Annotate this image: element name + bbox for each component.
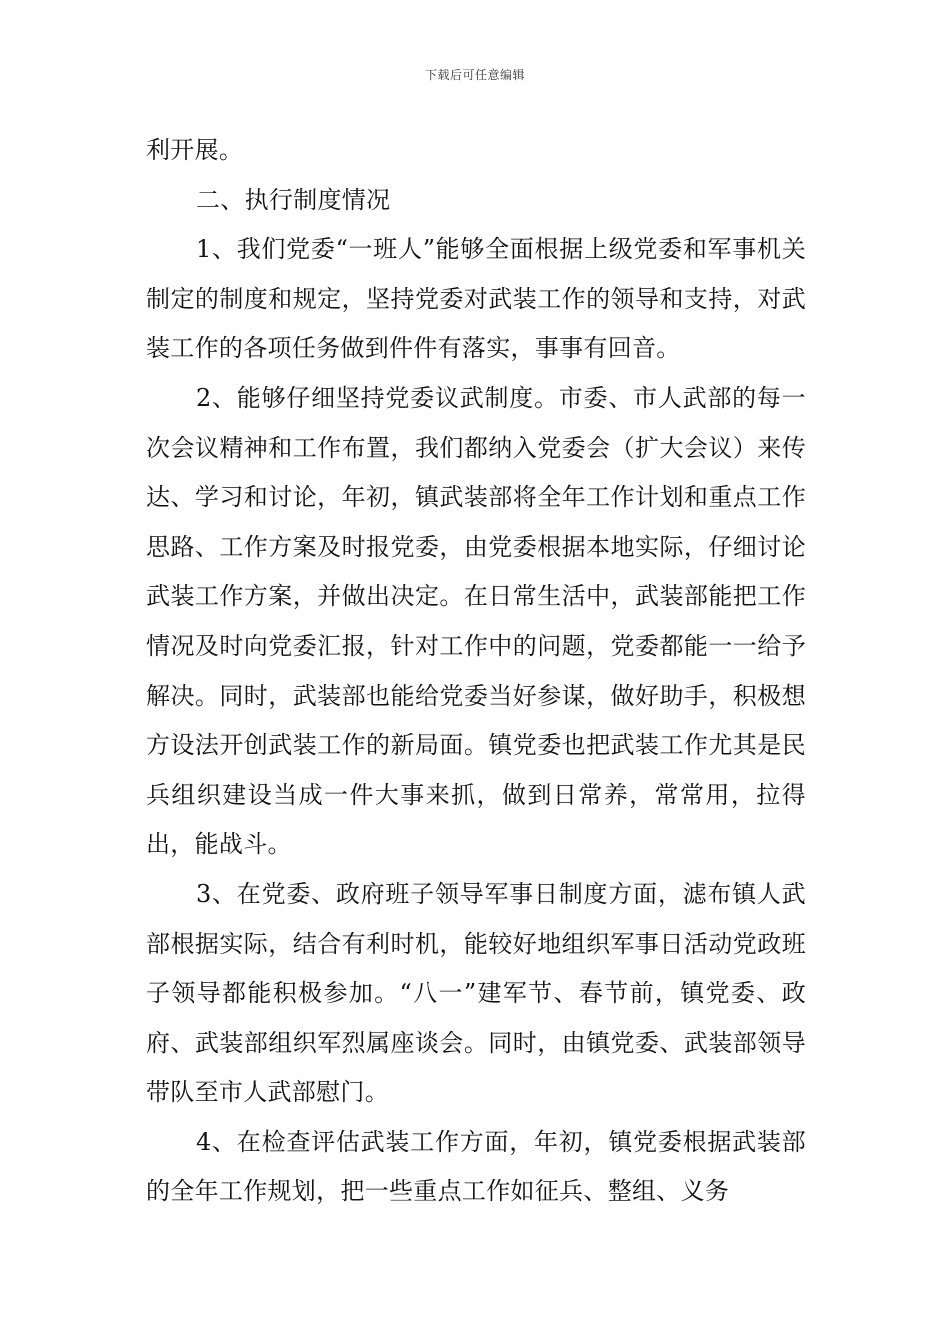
- paragraph-item-2: 2、能够仔细坚持党委议武制度。市委、市人武部的每一次会议精神和工作布置，我们都纳入党委会（扩大会议）来传达、学习和讨论，年初，镇武装部将全年工作计划和重点工作思路、工作方案及时报党委，由党委根据本地实际，仔细讨论武装工作方案，并做出决定。在日常生活中，武装部能把工作情况及时向党委汇报，针对工作中的问题，党委都能一一给予解决。同时，武装部也能给党委当好参谋，做好助手，积极想方设法开创武装工作的新局面。镇党委也把武装工作尤其是民兵组织建设当成一件大事来抓，做到日常养，常常用，拉得出，能战斗。: [146, 383, 806, 859]
- paragraph-item-1: 1、我们党委“一班人”能够全面根据上级党委和军事机关制定的制度和规定，坚持党委对武装工作的领导和支持，对武装工作的各项任务做到件件有落实，事事有回音。: [146, 235, 806, 363]
- section-heading: 二、执行制度情况: [196, 185, 391, 214]
- paragraph-item-3: 3、在党委、政府班子领导军事日制度方面，滤布镇人武部根据实际，结合有利时机，能较好地组织军事日活动党政班子领导都能积极参加。“八一”建军节、春节前，镇党委、政府、武装部组织军烈属座谈会。同时，由镇党委、武装部领导带队至市人武部慰门。: [146, 879, 806, 1107]
- document-body: [146, 126, 806, 1217]
- paragraph-continuation: 利开展。: [146, 136, 244, 164]
- page-header: 下载后可任意编辑: [424, 68, 525, 82]
- paragraph-item-4: 4、在检查评估武装工作方面，年初，镇党委根据武装部的全年工作规划，把一些重点工作如征兵、整组、义务: [146, 1127, 806, 1206]
